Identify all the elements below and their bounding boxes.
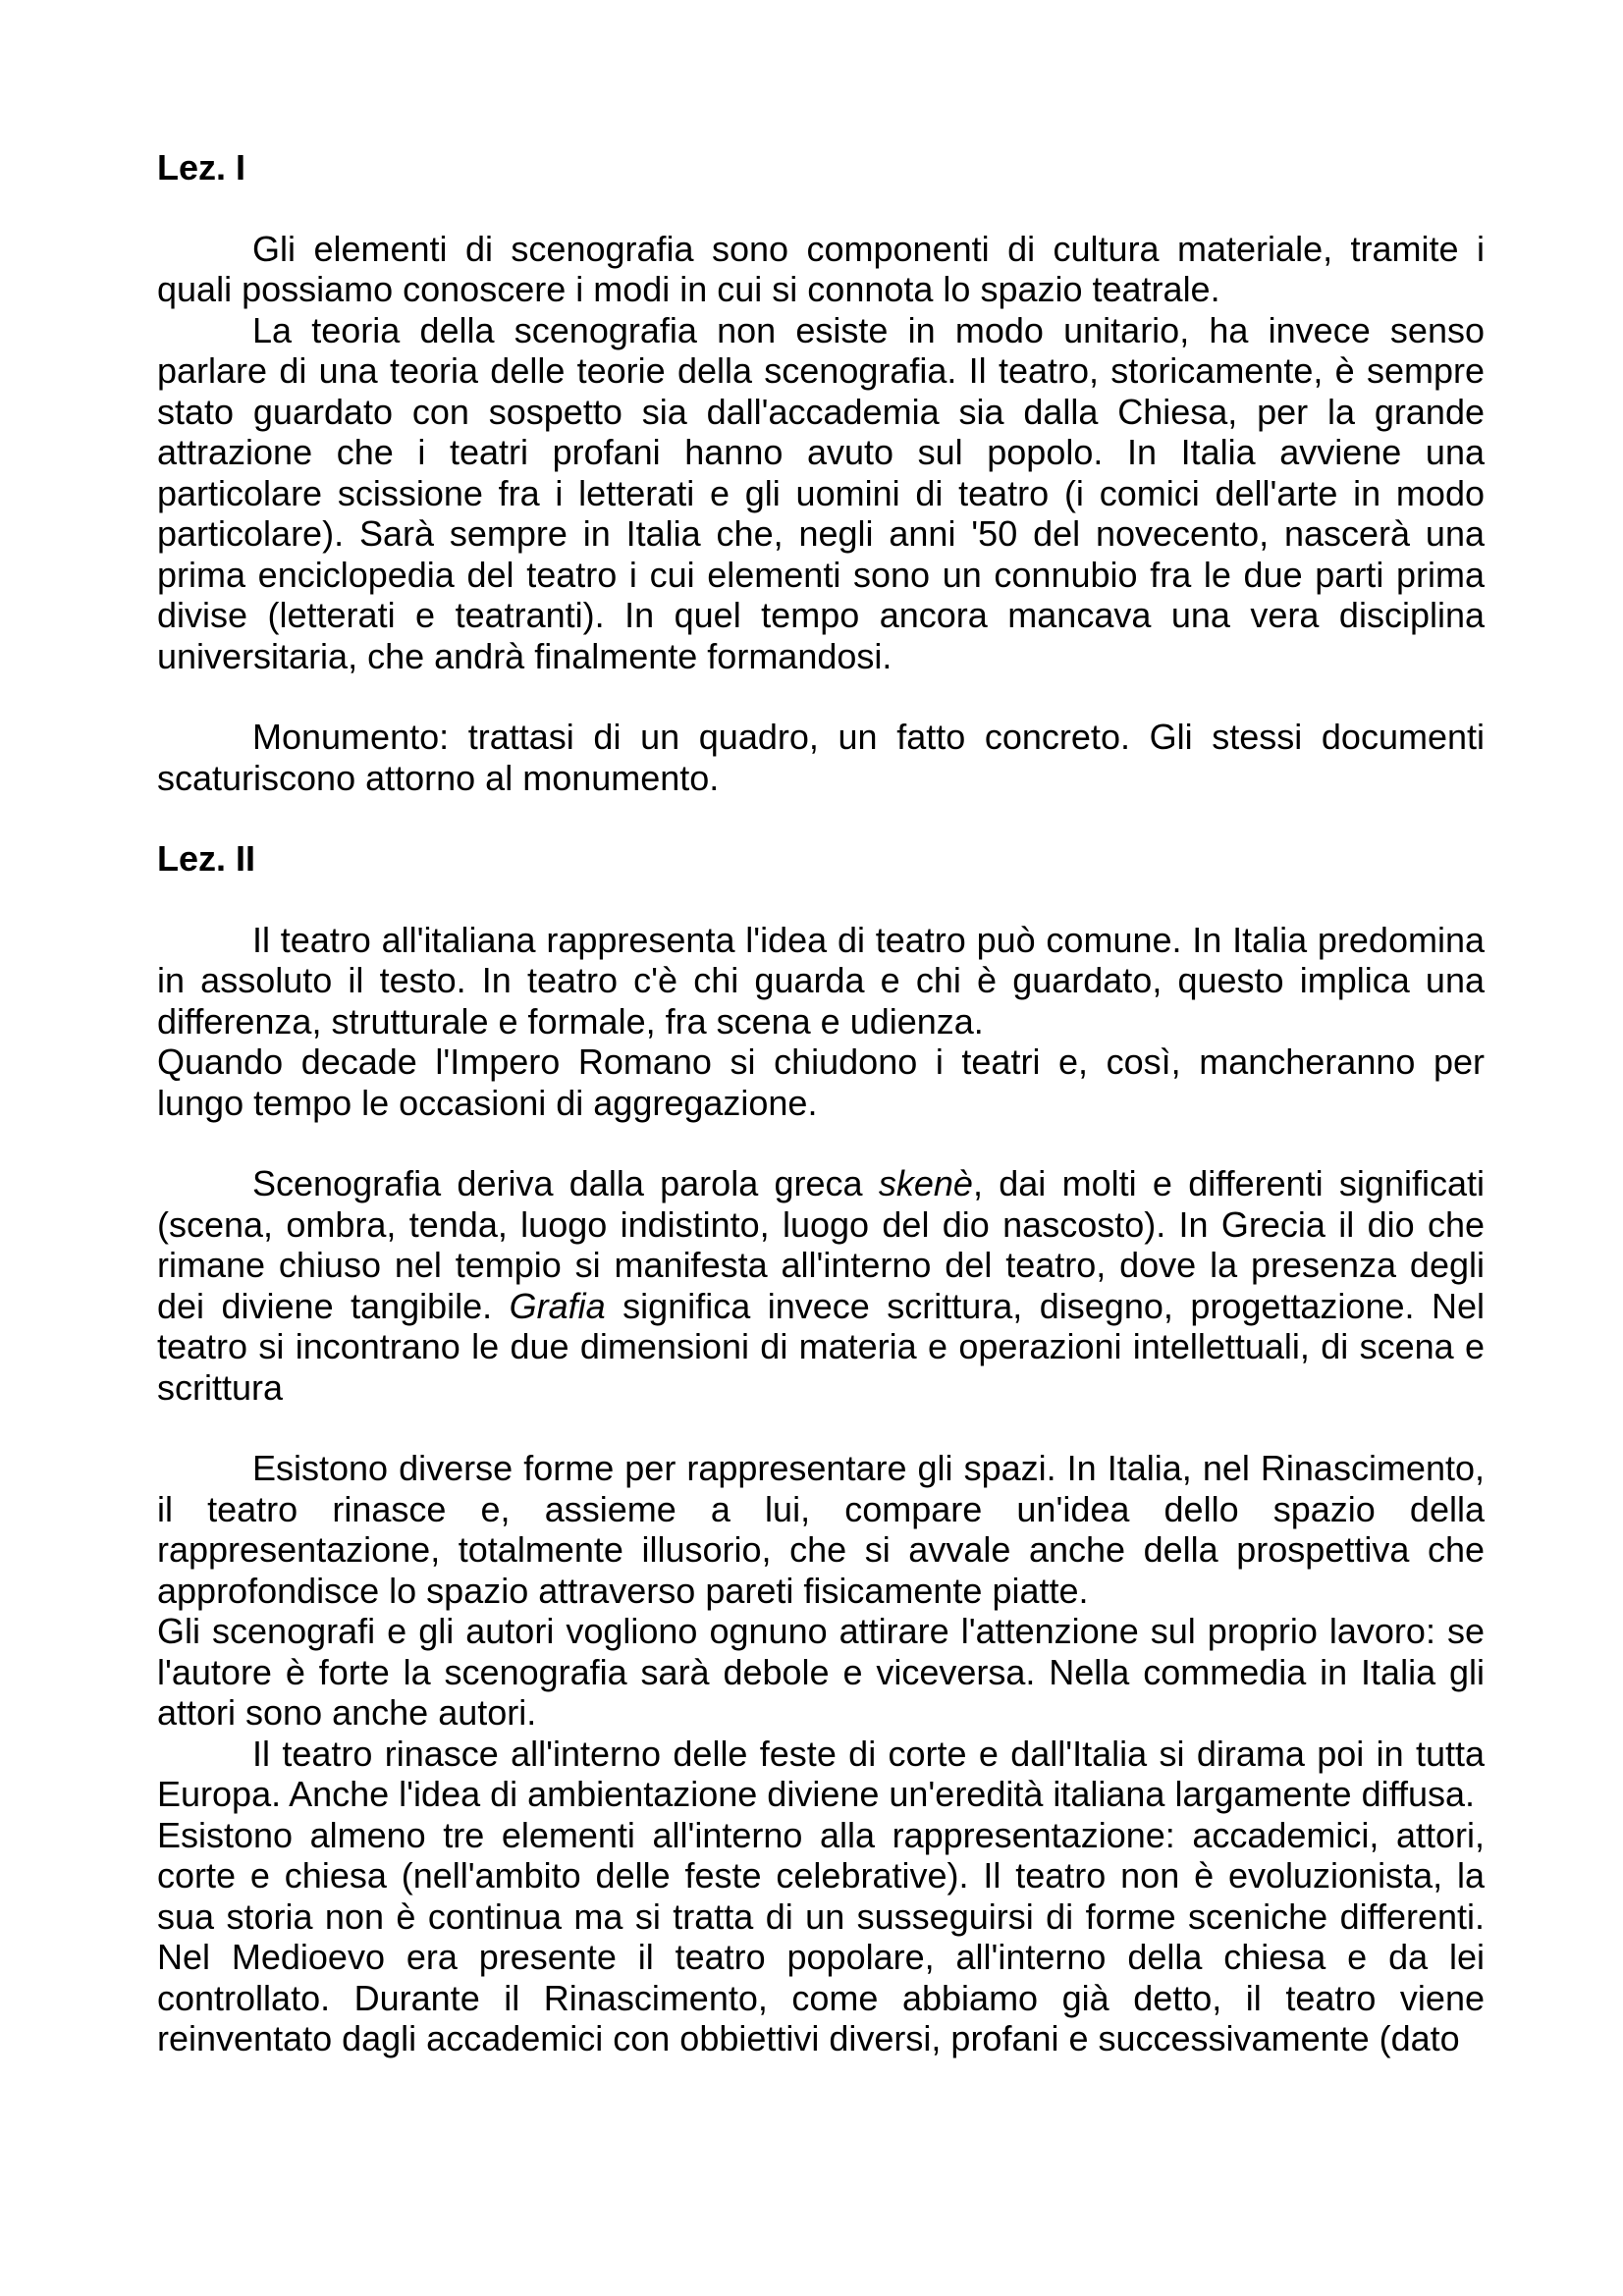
heading-lezione-2: Lez. II xyxy=(157,838,256,879)
paragraph-l2-1: Il teatro all'italiana rappresenta l'idea di teatro può comune. In Italia predomina in assoluto il testo. In teatro c'è chi guarda e chi è guardato, questo implica una differenza, strutturale e formale, fra scena e udienza. xyxy=(157,919,1485,1041)
paragraph-l1-2: La teoria della scenografia non esiste in modo unitario, ha invece senso parlare di una teoria delle teorie della scenografia. Il teatro, storicamente, è sempre stato guardato con sospetto sia dall'accademia sia dalla Chiesa, per la grande attrazione che i teatri profani hanno avuto sul popolo. In Italia avviene una particolare scissione fra i letterati e gli uomini di teatro (i comici dell'arte in modo particolare). Sarà sempre in Italia che, negli anni '50 del novecento, nascerà una prima enciclopedia del teatro i cui elementi sono un connubio fra le due parti prima divise (letterati e teatranti). In quel tempo ancora mancava una vera disciplina universitaria, che andrà finalmente formandosi. xyxy=(157,309,1485,676)
document-page xyxy=(157,147,1485,2059)
paragraph-l2-3-part-c: significa invece scrittura, disegno, progettazione. Nel teatro si incontrano le due dimensioni di materia e operazioni intellettuali, di scena e scrittura xyxy=(157,1285,1485,1408)
paragraph-l1-1: Gli elementi di scenografia sono componenti di cultura materiale, tramite i quali possiamo conoscere i modi in cui si connota lo spazio teatrale. xyxy=(157,228,1485,309)
paragraph-l2-6: Il teatro rinasce all'interno delle feste di corte e dall'Italia si dirama poi in tutta Europa. Anche l'idea di ambientazione diviene un'eredità italiana largamente diffusa. xyxy=(157,1733,1485,1814)
paragraph-l2-3-part-b: , dai molti e differenti significati (scena, ombra, tenda, luogo indistinto, luogo del dio nascosto). In Grecia il dio che rimane chiuso nel tempio si manifesta all'interno del teatro, dove la presenza degli dei diviene tangibile. xyxy=(157,1163,1485,1326)
paragraph-l1-3: Monumento: trattasi di un quadro, un fatto concreto. Gli stessi documenti scaturiscono attorno al monumento. xyxy=(157,717,1485,798)
paragraph-l2-4: Esistono diverse forme per rappresentare gli spazi. In Italia, nel Rinascimento, il teatro rinasce e, assieme a lui, compare un'idea dello spazio della rappresentazione, totalmente illusorio, che si avvale anche della prospettiva che approfondisce lo spazio attraverso pareti fisicamente piatte. xyxy=(157,1448,1485,1611)
heading-lezione-1: Lez. I xyxy=(157,147,246,187)
paragraph-l2-7: Esistono almeno tre elementi all'interno alla rappresentazione: accademici, attori, corte e chiesa (nell'ambito delle feste celebrative). Il teatro non è evoluzionista, la sua storia non è continua ma si tratta di un susseguirsi di forme sceniche differenti. Nel Medioevo era presente il teatro popolare, all'interno della chiesa e da lei controllato. Durante il Rinascimento, come abbiamo già detto, il teatro viene reinventato dagli accademici con obbiettivi diversi, profani e successivamente (dato xyxy=(157,1814,1485,2058)
term-skene: skenè xyxy=(878,1163,973,1203)
paragraph-l2-5: Gli scenografi e gli autori vogliono ognuno attirare l'attenzione sul proprio lavoro: se l'autore è forte la scenografia sarà debole e viceversa. Nella commedia in Italia gli attori sono anche autori. xyxy=(157,1611,1485,1733)
term-grafia: Grafia xyxy=(509,1285,606,1326)
paragraph-l2-2: Quando decade l'Impero Romano si chiudono i teatri e, così, mancheranno per lungo tempo le occasioni di aggregazione. xyxy=(157,1041,1485,1123)
paragraph-l2-3 xyxy=(157,1163,1485,1408)
paragraph-l2-3-part-a: Scenografia deriva dalla parola greca xyxy=(252,1163,879,1203)
